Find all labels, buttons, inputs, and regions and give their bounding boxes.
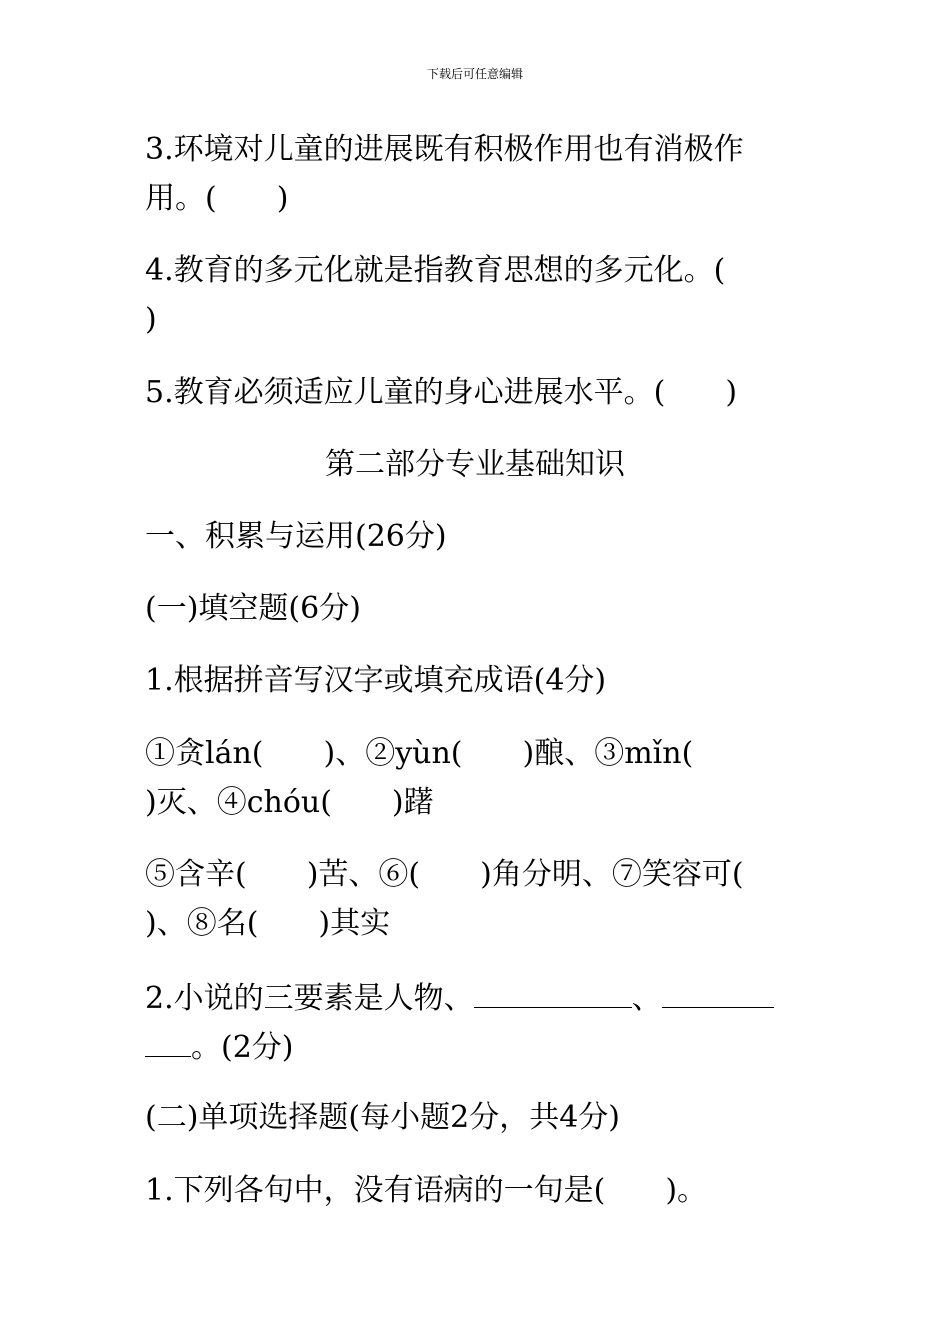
multiple-choice-1: 1.下列各句中，没有语病的一句是( )。	[145, 1173, 708, 1208]
answer-blank-plot-start[interactable]	[662, 979, 774, 1008]
fill-item-1-row-1a: ①贪lán( )、②yùn( )酿、③mǐn(	[145, 736, 694, 771]
question-5: 5.教育必须适应儿童的身心进展水平。( )	[145, 375, 738, 410]
question-3-line-1: 3.环境对儿童的进展既有积极作用也有消极作	[145, 132, 744, 167]
answer-blank-setting[interactable]	[474, 979, 632, 1008]
page-header: 下载后可任意编辑	[426, 67, 523, 81]
fill-item-1-row-2a: ⑤含辛( )苦、⑥( )角分明、⑦笑容可(	[145, 857, 744, 892]
fill-item-1-row-2b: )、⑧名( )其实	[145, 906, 391, 941]
fill-item-1-row-1b: )灭、④chóu( )躇	[145, 785, 434, 820]
answer-blank-plot-end[interactable]	[145, 1028, 191, 1057]
fill-item-2-suffix: 。(2分)	[191, 1030, 294, 1065]
question-4-line-1: 4.教育的多元化就是指教育思想的多元化。(	[145, 253, 726, 288]
question-4-line-2: )	[145, 302, 157, 337]
fill-item-2-separator: 、	[631, 981, 662, 1016]
subsection-heading-1: (一)填空题(6分)	[145, 591, 361, 626]
question-3-line-2: 用。( )	[145, 181, 289, 216]
fill-item-2-line-1	[145, 979, 774, 1017]
section-heading-1: 一、积累与运用(26分)	[145, 519, 447, 554]
fill-item-1-title: 1.根据拼音写汉字或填充成语(4分)	[145, 663, 607, 698]
fill-item-2-prefix: 2.小说的三要素是人物、	[145, 981, 474, 1016]
subsection-heading-2: (二)单项选择题(每小题2分，共4分)	[145, 1100, 620, 1135]
part-title: 第二部分专业基础知识	[325, 447, 625, 482]
fill-item-2-line-2	[145, 1028, 294, 1066]
